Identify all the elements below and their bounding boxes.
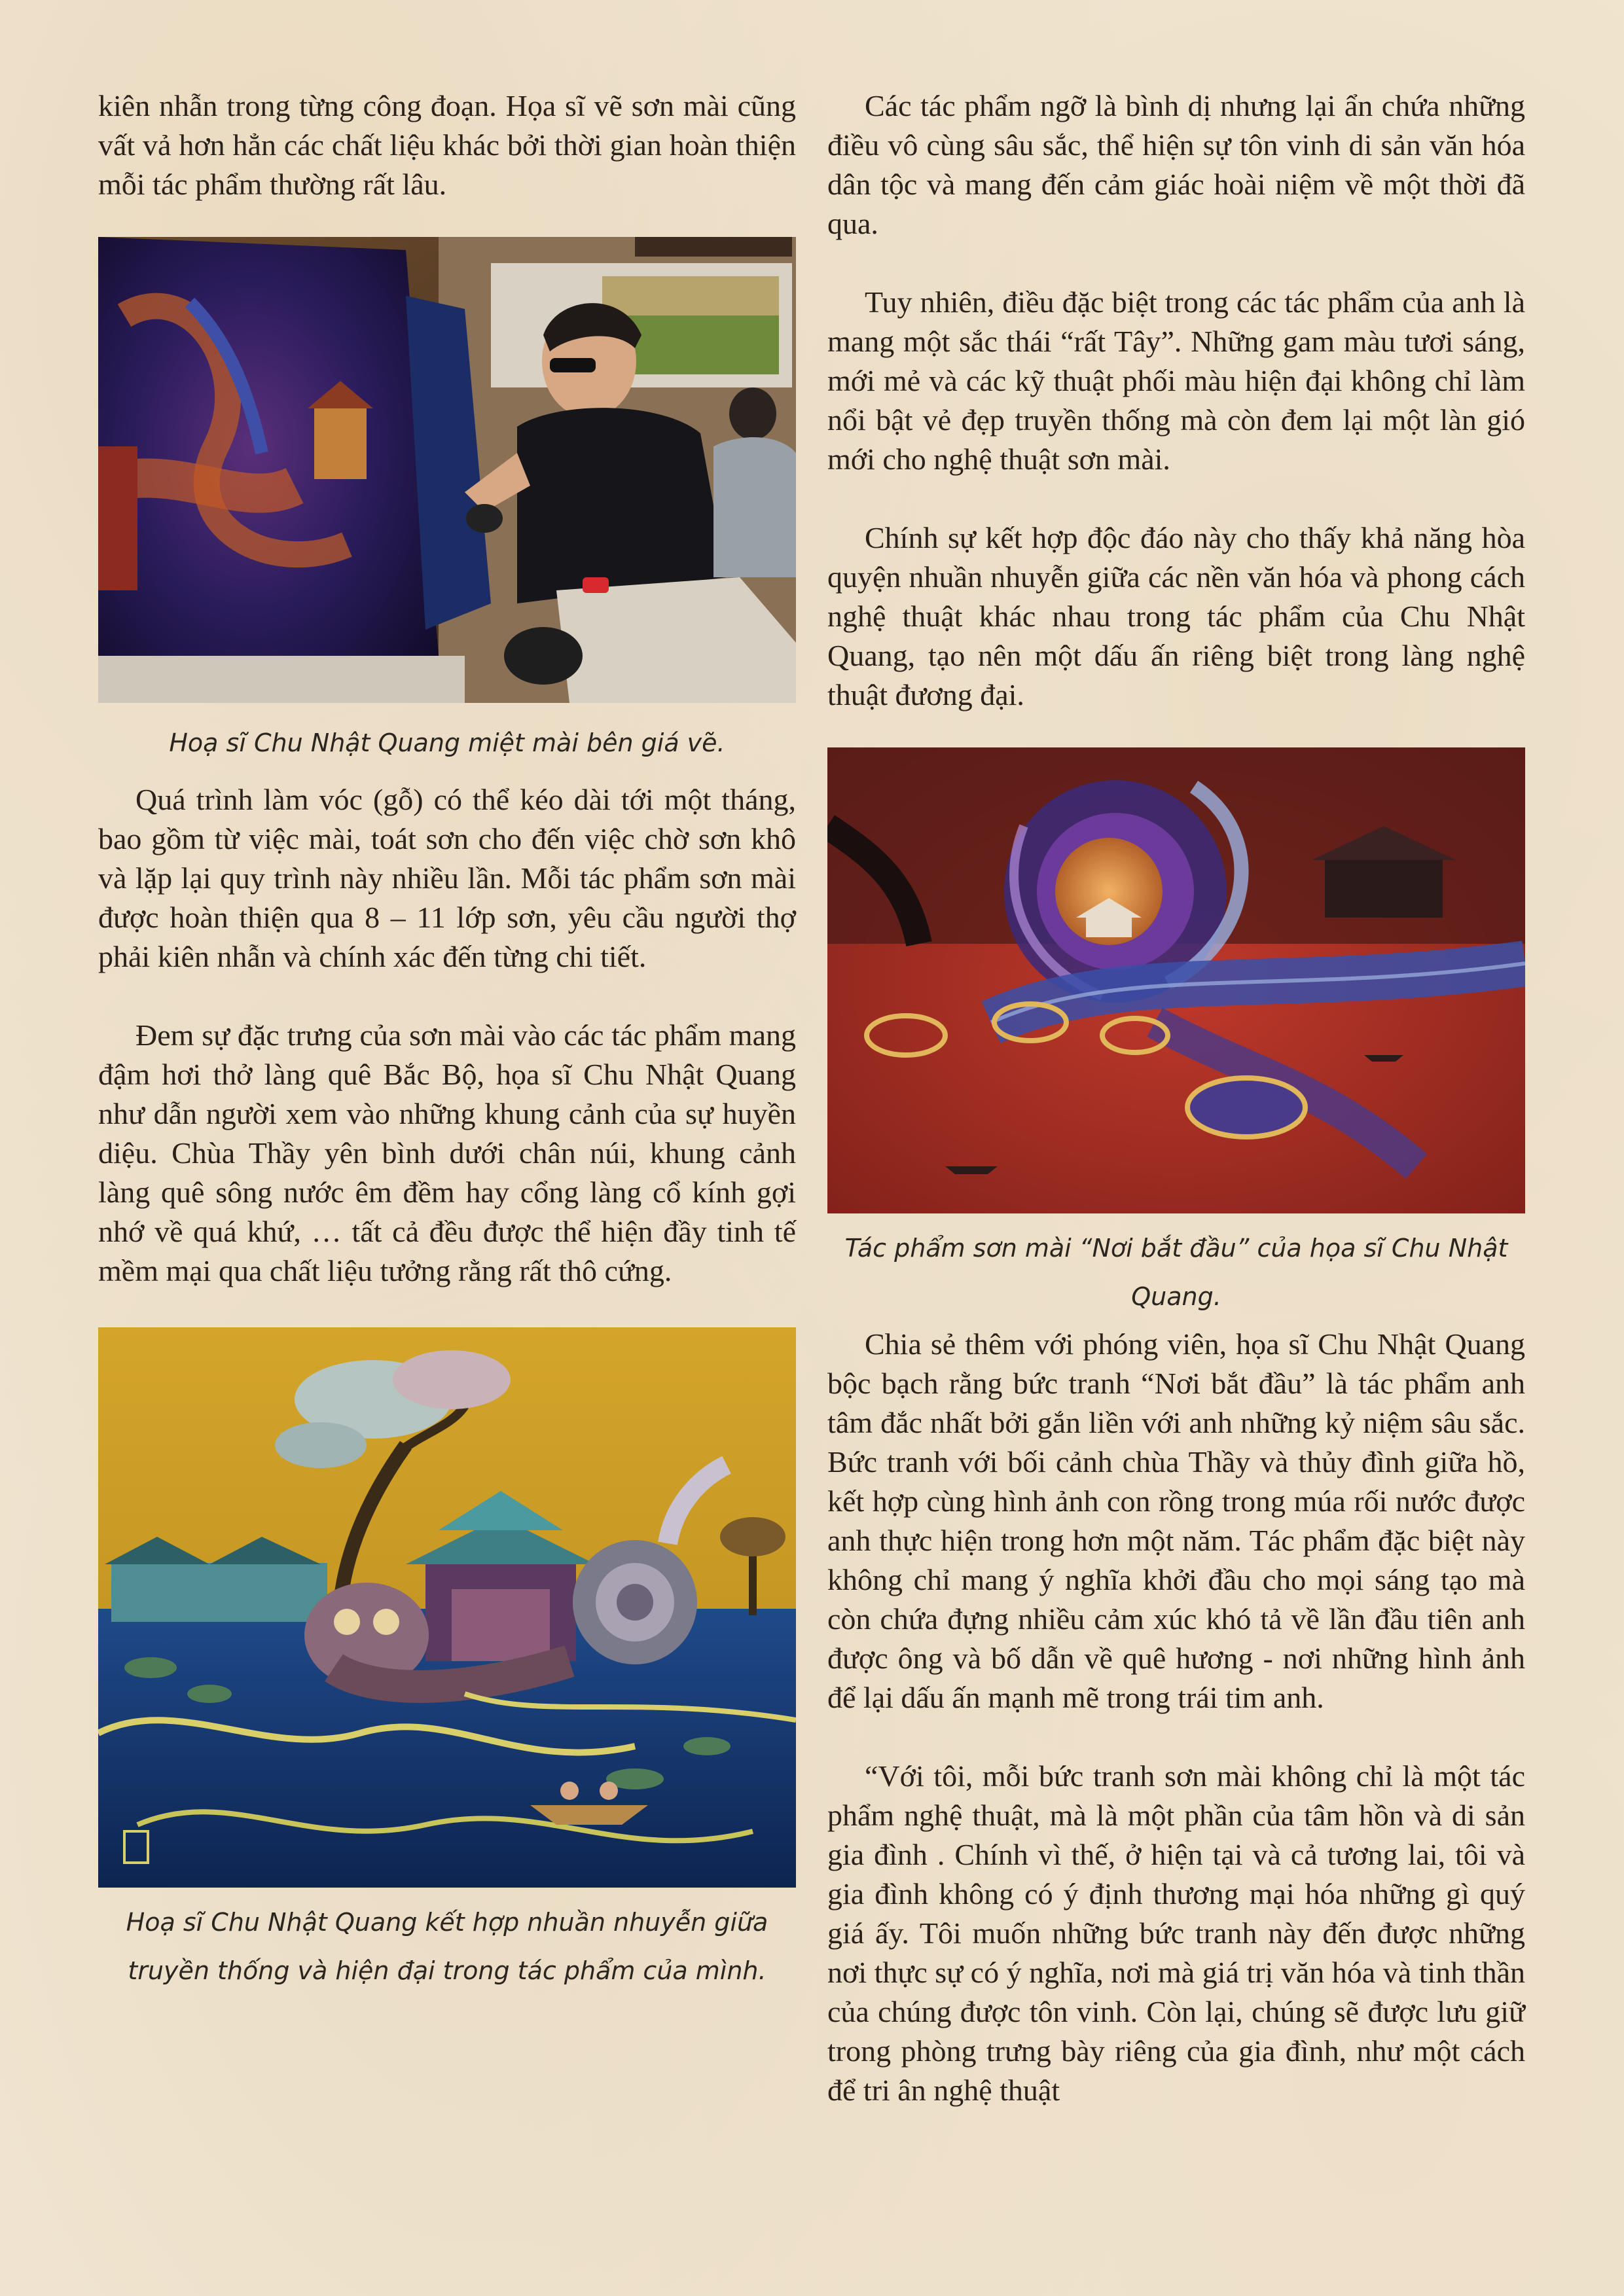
painting-dragon-pagoda [98, 1327, 796, 1888]
figure-3-caption: Tác phẩm sơn mài “Nơi bắt đầu” của họa sĩ Chu Nhật Quang. [844, 1234, 1508, 1311]
right-paragraph-5: “Với tôi, mỗi bức tranh sơn mài không chỉ là một tác phẩm nghệ thuật, mà là một phần của tâm hồn và di sản gia đình . Chính vì thế, ở hiện tại và cả tương lai, tôi và gia đình không có ý định thương mại hóa những gì quý giá ấy. Tôi muốn những bức tranh này đến được những nơi thực sự có ý nghĩa, nơi mà giá trị văn hóa và tinh thần của chúng được tôn vinh. Còn lại, chúng sẽ được lưu giữ trong phòng trưng bày riêng của gia đình, như một cách để tri ân nghệ thuật [827, 1759, 1525, 2107]
left-column [98, 86, 796, 1995]
right-paragraph-4: Chia sẻ thêm với phóng viên, họa sĩ Chu Nhật Quang bộc bạch rằng bức tranh “Nơi bắt đầu” là tác phẩm anh tâm đắc nhất bởi gắn liền với anh những kỷ niệm sâu sắc. Bức tranh với bối cảnh chùa Thầy và thủy đình giữa hồ, kết hợp cùng hình ảnh con rồng trong múa rối nước được anh thực hiện trong hơn một năm. Tác phẩm đặc biệt này không chỉ mang ý nghĩa khởi đầu cho mọi sáng tạo mà còn chứa đựng nhiều cảm xúc khó tả về lần đầu tiên anh được ông và bố dẫn về quê hương - nơi những hình ảnh để lại dấu ấn mạnh mẽ trong trái tim anh. [827, 1327, 1525, 1714]
left-paragraph-3: Đem sự đặc trưng của sơn mài vào các tác phẩm mang đậm hơi thở làng quê Bắc Bộ, họa sĩ Chu Nhật Quang như dẫn người xem vào những khung cảnh của sự huyền diệu. Chùa Thầy yên bình dưới chân núi, khung cảnh làng quê sông nước êm đềm hay cổng làng cổ kính gợi nhớ về quá khứ, … tất cả đều được thể hiện đầy tinh tế mềm mại qua chất liệu tưởng rằng rất thô cứng. [98, 1018, 796, 1287]
right-paragraph-1: Các tác phẩm ngỡ là bình dị nhưng lại ẩn chứa những điều vô cùng sâu sắc, thể hiện sự tôn vinh di sản văn hóa dân tộc và mang đến cảm giác hoài niệm về một thời đã qua. [827, 89, 1525, 240]
right-paragraph-3: Chính sự kết hợp độc đáo này cho thấy khả năng hòa quyện nhuần nhuyễn giữa các nền văn hóa và phong cách nghệ thuật khác nhau trong tác phẩm của Chu Nhật Quang, tạo nên một dấu ấn riêng biệt trong làng nghệ thuật đương đại. [827, 521, 1525, 711]
figure-2-caption: Hoạ sĩ Chu Nhật Quang kết hợp nhuần nhuyễn giữa truyền thống và hiện đại trong tác phẩm của mình. [126, 1908, 768, 1985]
figure-1-caption: Hoạ sĩ Chu Nhật Quang miệt mài bên giá vẽ. [169, 728, 725, 757]
painting-noi-bat-dau [827, 747, 1525, 1213]
left-paragraph-1: kiên nhẫn trong từng công đoạn. Họa sĩ vẽ sơn mài cũng vất vả hơn hẳn các chất liệu khác bởi thời gian hoàn thiện mỗi tác phẩm thường rất lâu. [98, 89, 796, 201]
left-paragraph-2: Quá trình làm vóc (gỗ) có thể kéo dài tới một tháng, bao gồm từ việc mài, toát sơn cho đến việc chờ sơn khô và lặp lại quy trình này nhiều lần. Mỗi tác phẩm sơn mài được hoàn thiện qua 8 – 11 lớp sơn, yêu cầu người thợ phải kiên nhẫn và chính xác đến từng chi tiết. [98, 783, 796, 973]
right-paragraph-2: Tuy nhiên, điều đặc biệt trong các tác phẩm của anh là mang một sắc thái “rất Tây”. Những gam màu tươi sáng, mới mẻ và các kỹ thuật phối màu hiện đại không chỉ làm nổi bật vẻ đẹp truyền thống mà còn đem lại một làn gió mới cho nghệ thuật sơn mài. [827, 285, 1525, 476]
photo-artist-painting [98, 237, 796, 703]
right-column [827, 86, 1525, 2110]
